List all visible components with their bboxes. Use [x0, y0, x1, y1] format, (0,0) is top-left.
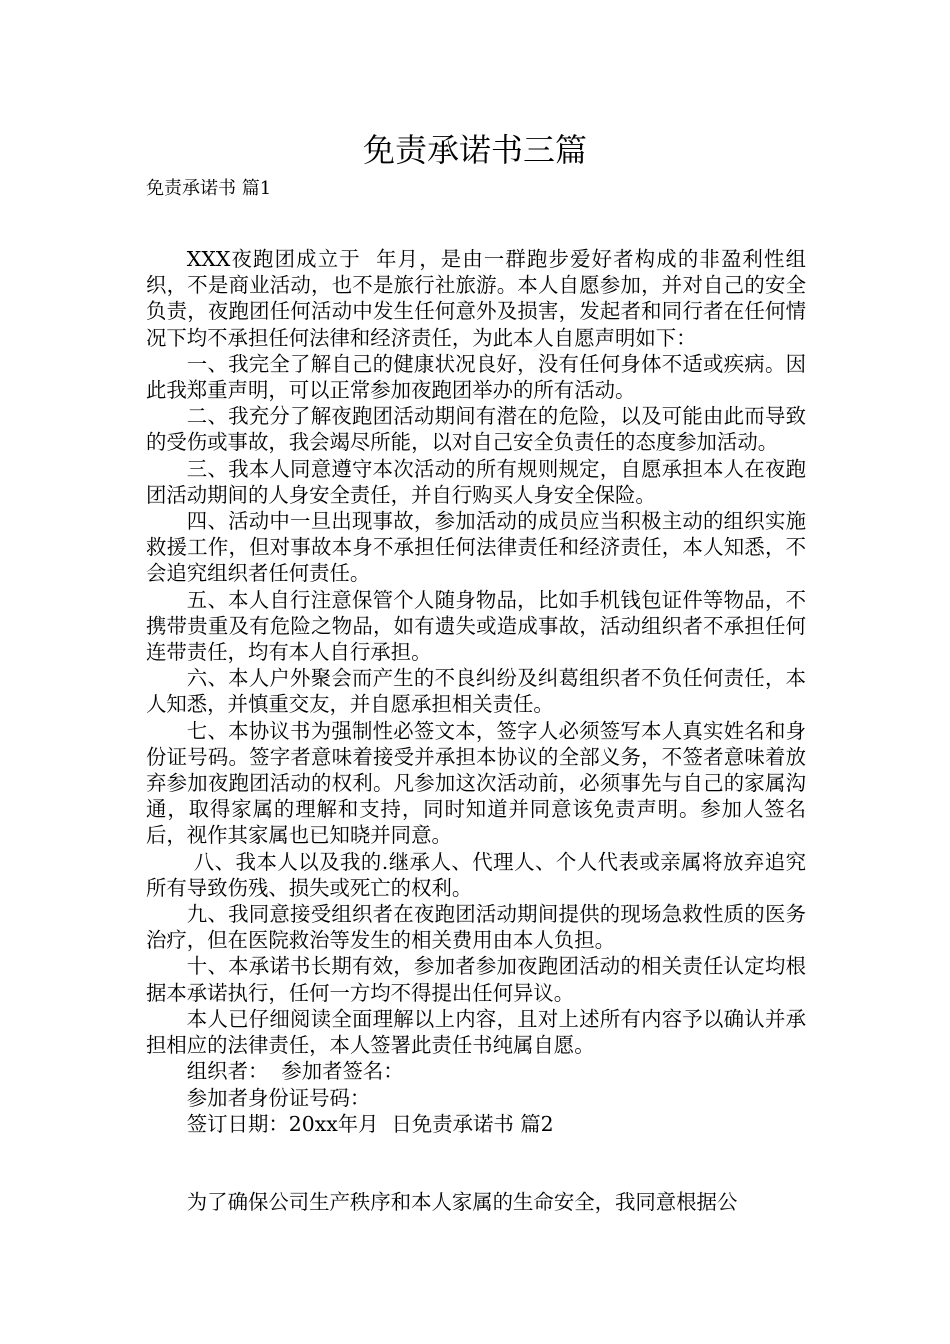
clause-8-paragraph: 八、我本人以及我的.继承人、代理人、个人代表或亲属将放弃追究所有导致伤残、损失或死亡的权利。: [146, 849, 806, 900]
date-line: 签订日期：20xx年月 日免责承诺书 篇2: [186, 1111, 554, 1136]
clause-7-paragraph: 七、本协议书为强制性必签文本，签字人必须签写本人真实姓名和身份证号码。签字者意味着接受并承担本协议的全部义务，不签者意味着放弃参加夜跑团活动的权利。凡参加这次活动前，必须事先与自己的家属沟通，取得家属的理解和支持，同时知道并同意该免责声明。参加人签名后，视作其家属也已知晓并同意。: [146, 718, 806, 848]
document-body: [146, 246, 806, 1215]
clause-6-paragraph: 六、本人户外聚会而产生的不良纠纷及纠葛组织者不负任何责任，本人知悉，并慎重交友，并自愿承担相关责任。: [146, 666, 806, 717]
clause-10-paragraph: 十、本承诺书长期有效，参加者参加夜跑团活动的相关责任认定均根据本承诺执行，任何一方均不得提出任何异议。: [146, 954, 806, 1005]
document-title: 免责承诺书三篇: [362, 131, 587, 169]
section-heading-1: 免责承诺书 篇1: [146, 178, 272, 199]
clause-3-paragraph: 三、我本人同意遵守本次活动的所有规则规定，自愿承担本人在夜跑团活动期间的人身安全责任，并自行购买人身安全保险。: [146, 456, 806, 507]
intro-paragraph: XXX夜跑团成立于 年月，是由一群跑步爱好者构成的非盈利性组织，不是商业活动，也不是旅行社旅游。本人自愿参加，并对自己的安全负责，夜跑团任何活动中发生任何意外及损害，发起者和同行者在任何情况下均不承担任何法律和经济责任，为此本人自愿声明如下：: [146, 247, 806, 350]
clause-5-paragraph: 五、本人自行注意保管个人随身物品，比如手机钱包证件等物品，不携带贵重及有危险之物品，如有遗失或造成事故，活动组织者不承担任何连带责任，均有本人自行承担。: [146, 587, 806, 665]
section-2-first-paragraph: 为了确保公司生产秩序和本人家属的生命安全，我同意根据公: [186, 1189, 738, 1214]
clause-9-paragraph: 九、我同意接受组织者在夜跑团活动期间提供的现场急救性质的医务治疗，但在医院救治等发生的相关费用由本人负担。: [146, 902, 806, 953]
signature-line: 组织者： 参加者签名：: [186, 1059, 404, 1084]
confirmation-paragraph: 本人已仔细阅读全面理解以上内容，且对上述所有内容予以确认并承担相应的法律责任，本人签署此责任书纯属自愿。: [146, 1006, 806, 1058]
id-number-line: 参加者身份证号码：: [186, 1085, 371, 1110]
clause-4-paragraph: 四、活动中一旦出现事故，参加活动的成员应当积极主动的组织实施救援工作，但对事故本身不承担任何法律责任和经济责任，本人知悉，不会追究组织者任何责任。: [146, 509, 806, 586]
clause-2-paragraph: 二、我充分了解夜跑团活动期间有潜在的危险，以及可能由此而导致的受伤或事故，我会竭尽所能，以对自己安全负责任的态度参加活动。: [146, 404, 806, 455]
clause-1-paragraph: 一、我完全了解自己的健康状况良好，没有任何身体不适或疾病。因此我郑重声明，可以正常参加夜跑团举办的所有活动。: [146, 351, 806, 403]
